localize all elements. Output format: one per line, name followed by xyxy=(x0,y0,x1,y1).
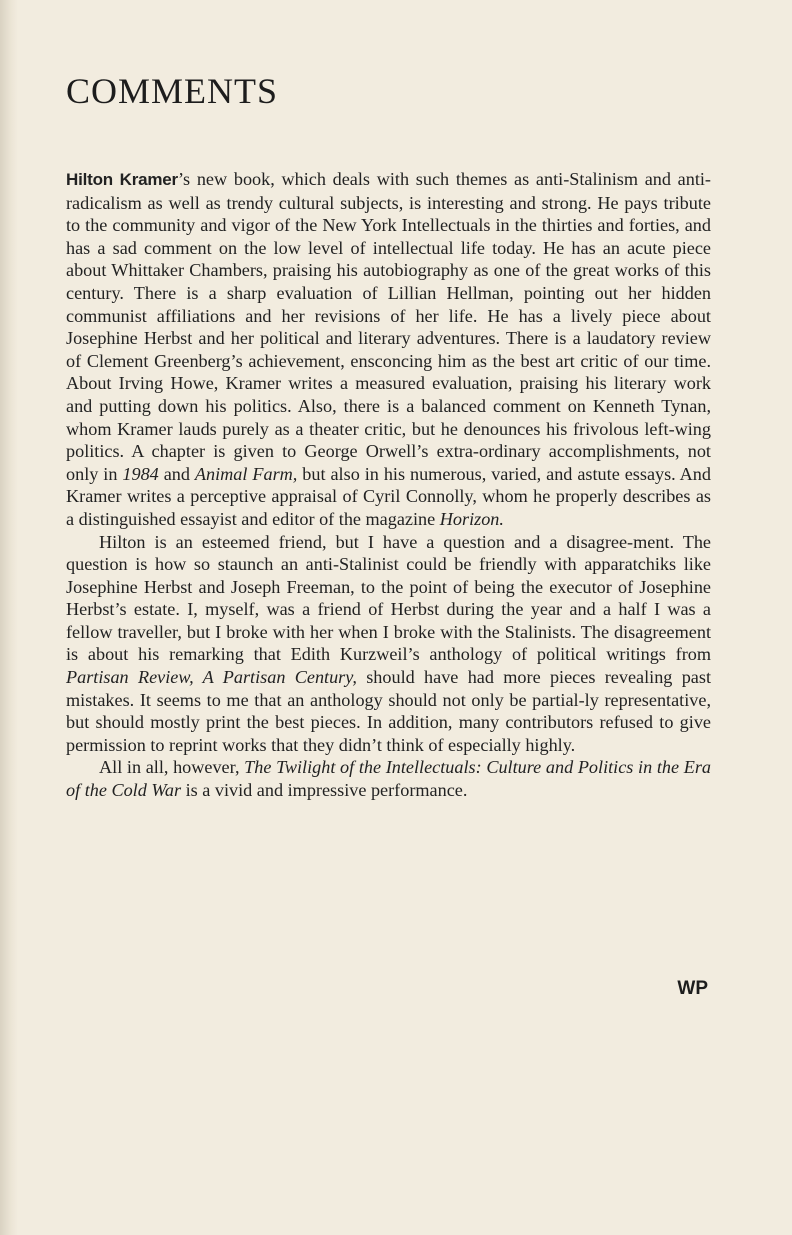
anthology-title: Partisan Review, A Partisan Century, xyxy=(66,667,357,688)
paragraph-1 xyxy=(66,168,711,531)
paragraph-1-text-1: ’s new book, which deals with such themes as anti-Stalinism and anti-radicalism as well as trendy cultural subjects, is interesting and strong. He pays tribute to the community and vigor of the New York Intellectuals in the thirties and forties, and has a sad comment on the low level of intellectual life today. He has an acute piece about Whittaker Chambers, praising his autobiography as one of the great works of this century. There is a sharp evaluation of Lillian Hellman, pointing out her hidden communist affiliations and her revisions of her life. He has a lively piece about Josephine Herbst and her political and literary adventures. There is a laudatory review of Clement Greenberg’s achievement, ensconcing him as the best art critic of our time. About Irving Howe, Kramer writes a measured evaluation, praising his literary work and putting down his politics. Also, there is a balanced comment on Kenneth Tynan, whom Kramer lauds purely as a theater critic, but he denounces his frivolous left-wing politics. A chapter is given to George Orwell’s extra-ordinary accomplishments, not only in xyxy=(66,169,711,484)
paragraph-2-text-2: should have had more pieces revealing past mistakes. It seems to me that an anthology should not only be partial-ly representative, but should mostly print the best pieces. In addition, many contributors refused to give permission to reprint works that they didn’t think of especially highly. xyxy=(66,667,711,755)
reviewed-book-title: The Twilight of the Intellectuals: Culture and Politics in the Era of the Cold War xyxy=(66,757,711,801)
page-gutter-shadow xyxy=(0,0,18,1235)
paragraph-1-text-2: and xyxy=(158,463,195,484)
paragraph-3 xyxy=(66,756,711,801)
author-signature: WP xyxy=(677,978,708,999)
book-title-animal-farm: Animal Farm, xyxy=(194,463,298,484)
author-name: Hilton Kramer xyxy=(66,170,178,189)
paragraph-3-text-2: is a vivid and impressive performance. xyxy=(181,780,468,801)
page-title: COMMENTS xyxy=(66,71,279,111)
paragraph-2 xyxy=(66,531,711,757)
article-body xyxy=(66,168,711,802)
book-title-1984: 1984 xyxy=(122,463,159,484)
paragraph-2-text-1: Hilton is an esteemed friend, but I have a question and a disagree-ment. The question is how so staunch an anti-Stalinist could be friendly with apparatchiks like Josephine Herbst and Joseph Freeman, to the point of being the executor of Josephine Herbst’s estate. I, myself, was a friend of Herbst during the year and a half I was a fellow traveller, but I broke with her when I broke with the Stalinists. The disagreement is about his remarking that Edith Kurzweil’s anthology of political writings from xyxy=(66,531,711,665)
magazine-title-horizon: Horizon. xyxy=(439,508,504,529)
paragraph-1-text-3: but also in his numerous, varied, and astute essays. And Kramer writes a perceptive appraisal of Cyril Connolly, whom he properly describes as a distinguished essayist and editor of the magazine xyxy=(66,463,711,529)
paragraph-3-text-1: All in all, however, xyxy=(99,757,245,778)
